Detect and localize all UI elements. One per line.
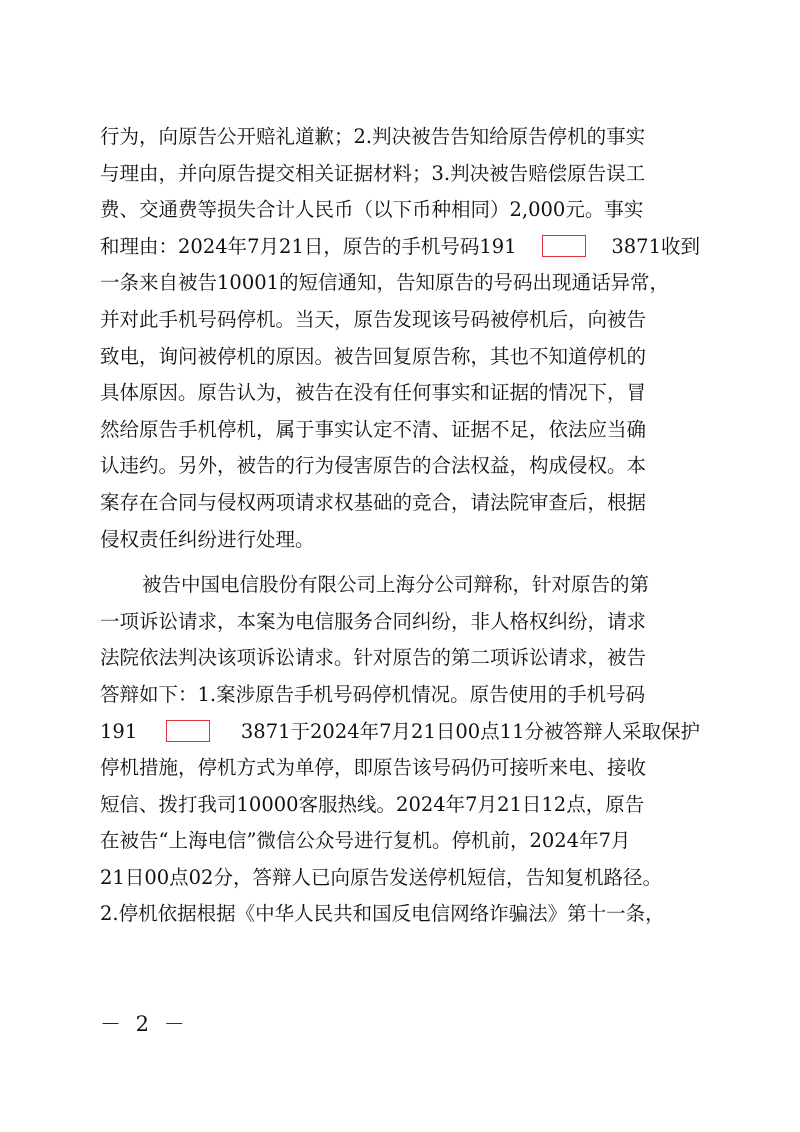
document-body [100,119,700,933]
text-line: 与理由，并向原告提交相关证据材料；3.判决被告赔偿原告误工 [100,161,646,185]
text-line: 2.停机依据根据《中华人民共和国反电信网络诈骗法》第十一条， [100,902,665,926]
text-segment: 3871收到 [611,234,700,258]
text-line: 案存在合同与侵权两项请求权基础的竞合，请法院审查后，根据 [100,490,647,514]
text-line: 21日00点02分，答辩人已向原告发送停机短信，告知复机路径。 [100,865,662,889]
text-line: 具体原因。原告认为，被告在没有任何事实和证据的情况下，冒 [100,381,647,405]
text-line: 在被告“上海电信”微信公众号进行复机。停机前，2024年7月 [100,829,631,853]
text-line: 被告中国电信股份有限公司上海分公司辩称，针对原告的第 [142,573,650,597]
text-line: 费、交通费等损失合计人民币（以下币种相同）2,000元。事实 [100,198,644,222]
text-segment: 和理由：2024年7月21日，原告的手机号码191 [100,234,517,258]
text-line: 一项诉讼请求，本案为电信服务合同纠纷，非人格权纠纷，请求 [100,609,647,633]
text-line: 并对此手机号码停机。当天，原告发现该号码被停机后，向被告 [100,307,647,331]
text-line: 短信、拨打我司10000客服热线。2024年7月21日12点，原告 [100,792,645,816]
text-line: 行为，向原告公开赔礼道歉；2.判决被告告知给原告停机的事实 [100,125,646,148]
redaction-box [542,229,586,266]
redaction-box [166,714,210,751]
text-segment: 3871于2024年7月21日00点11分被答辩人采取保护 [240,719,700,743]
text-segment: 191 [100,719,138,743]
text-line: 然给原告手机停机，属于事实认定不清、证据不足，依法应当确 [100,417,647,441]
text-line: 一条来自被告10001的短信通知，告知原告的号码出现通话异常， [100,271,670,295]
paragraph-plaintiff-claims [100,119,700,558]
text-line: 认违约。另外，被告的行为侵害原告的合法权益，构成侵权。本 [100,454,647,478]
text-line: 答辩如下：1.案涉原告手机号码停机情况。原告使用的手机号码 [100,682,646,706]
text-line: 致电，询问被停机的原因。被告回复原告称，其也不知道停机的 [100,344,647,368]
text-line [100,714,700,751]
text-line: 停机措施，停机方式为单停，即原告该号码仍可接听来电、接收 [100,756,647,780]
paragraph-defendant-reply [100,567,700,933]
text-line: 侵权责任纠纷进行处理。 [100,527,315,551]
text-line: 法院依法判决该项诉讼请求。针对原告的第二项诉讼请求，被告 [100,646,647,670]
text-line [100,229,700,266]
page-number: － 2 － [100,1012,189,1036]
